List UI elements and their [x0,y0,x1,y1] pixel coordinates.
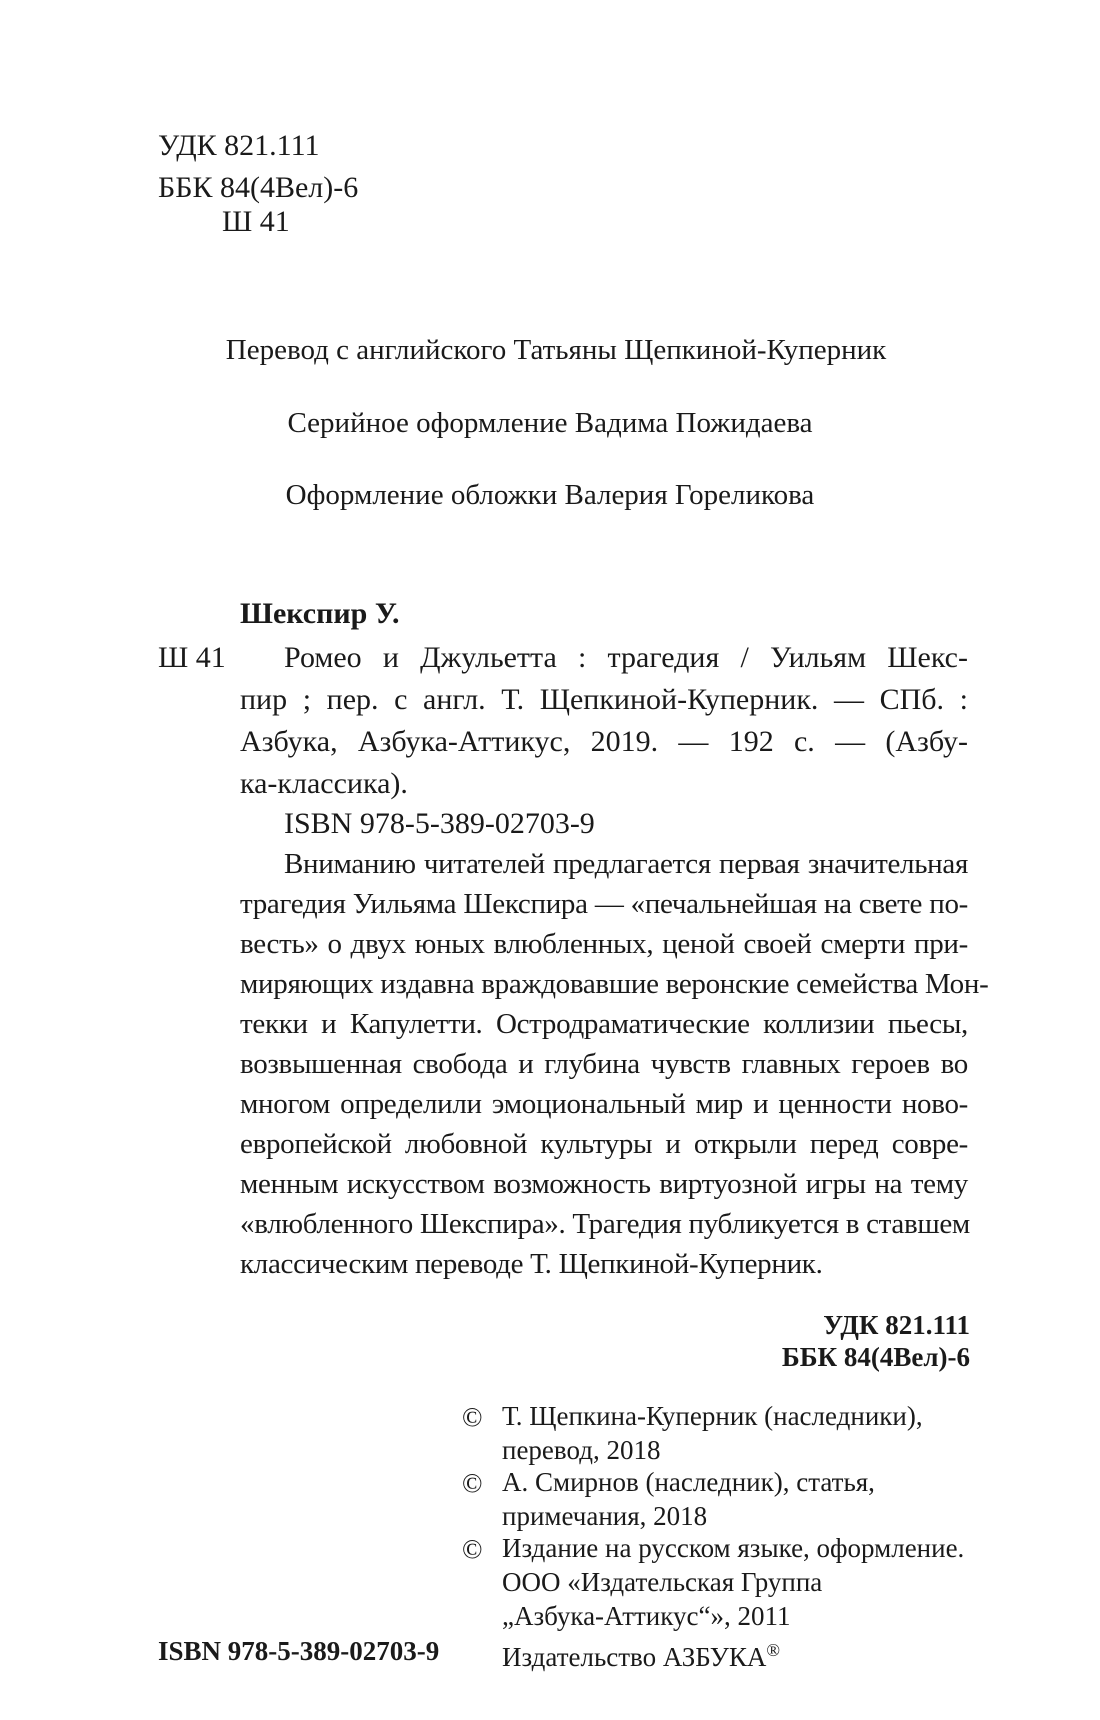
copyright-symbol: © [462,1468,483,1498]
annotation-line: классическим переводе Т. Щепкиной-Куперник. [240,1248,823,1280]
series-design-credit: Серийное оформление Вадима Пожидаева [287,407,813,439]
copyright-line: А. Смирнов (наследник), статья, [502,1467,875,1497]
udk-code-bottom: УДК 821.111 [823,1310,970,1340]
copyright-symbol: © [462,1534,483,1564]
udk-code-top: УДК 821.111 [158,129,320,162]
copyright-line: „Азбука-Аттикус“», 2011 [502,1601,791,1631]
copyright-line: Т. Щепкина-Куперник (наследники), [502,1401,923,1431]
copyright-line: Издание на русском языке, оформление. [502,1533,965,1563]
annotation-line: Вниманию читателей предлагается первая значительная [284,848,968,880]
annotation-line: менным искусством возможность виртуозной игры на тему [240,1168,968,1200]
annotation-line: «влюбленного Шекспира». Трагедия публикуется в ставшем [240,1208,970,1240]
record-line-2: пир ; пер. с англ. Т. Щепкиной-Куперник. — СПб. : [240,683,968,716]
registered-mark: ® [766,1640,781,1660]
cover-design-credit: Оформление обложки Валерия Гореликова [285,479,815,511]
record-line-1: Ромео и Джульетта : трагедия / Уильям Шекс- [284,641,968,674]
translation-credit: Перевод с английского Татьяны Щепкиной-Куперник [225,334,887,366]
annotation-line: многом определили эмоциональный мир и ценности ново- [240,1088,968,1120]
author-heading: Шекспир У. [240,597,400,630]
author-mark-top: Ш 41 [222,205,290,238]
annotation-line: текки и Капулетти. Остродраматические коллизии пьесы, [240,1008,968,1040]
annotation-line: весть» о двух юных влюбленных, ценой своей смерти при- [240,928,968,960]
annotation-line: возвышенная свобода и глубина чувств главных героев во [240,1048,968,1080]
copyright-line: ООО «Издательская Группа [502,1567,823,1597]
record-line-3: Азбука, Азбука-Аттикус, 2019. — 192 с. — (Азбу- [240,725,968,758]
record-line-4: ка-классика). [240,767,408,800]
bbk-code-top: ББК 84(4Вел)-6 [158,171,359,204]
copyright-symbol: © [462,1402,483,1432]
annotation-line: трагедия Уильяма Шекспира — «печальнейшая на свете по- [240,888,968,920]
author-mark: Ш 41 [158,641,226,674]
isbn-bottom: ISBN 978-5-389-02703-9 [158,1636,440,1666]
annotation-line: европейской любовной культуры и открыли перед совре- [240,1128,968,1160]
publisher-line [502,1634,780,1673]
copyright-line: перевод, 2018 [502,1435,661,1465]
isbn-in-record: ISBN 978-5-389-02703-9 [284,807,595,840]
publisher-name: Издательство АЗБУКА [502,1642,767,1672]
annotation-line: миряющих издавна враждовавшие веронские семейства Мон- [240,968,989,1000]
bbk-code-bottom: ББК 84(4Вел)-6 [781,1342,970,1372]
copyright-line: примечания, 2018 [502,1501,708,1531]
